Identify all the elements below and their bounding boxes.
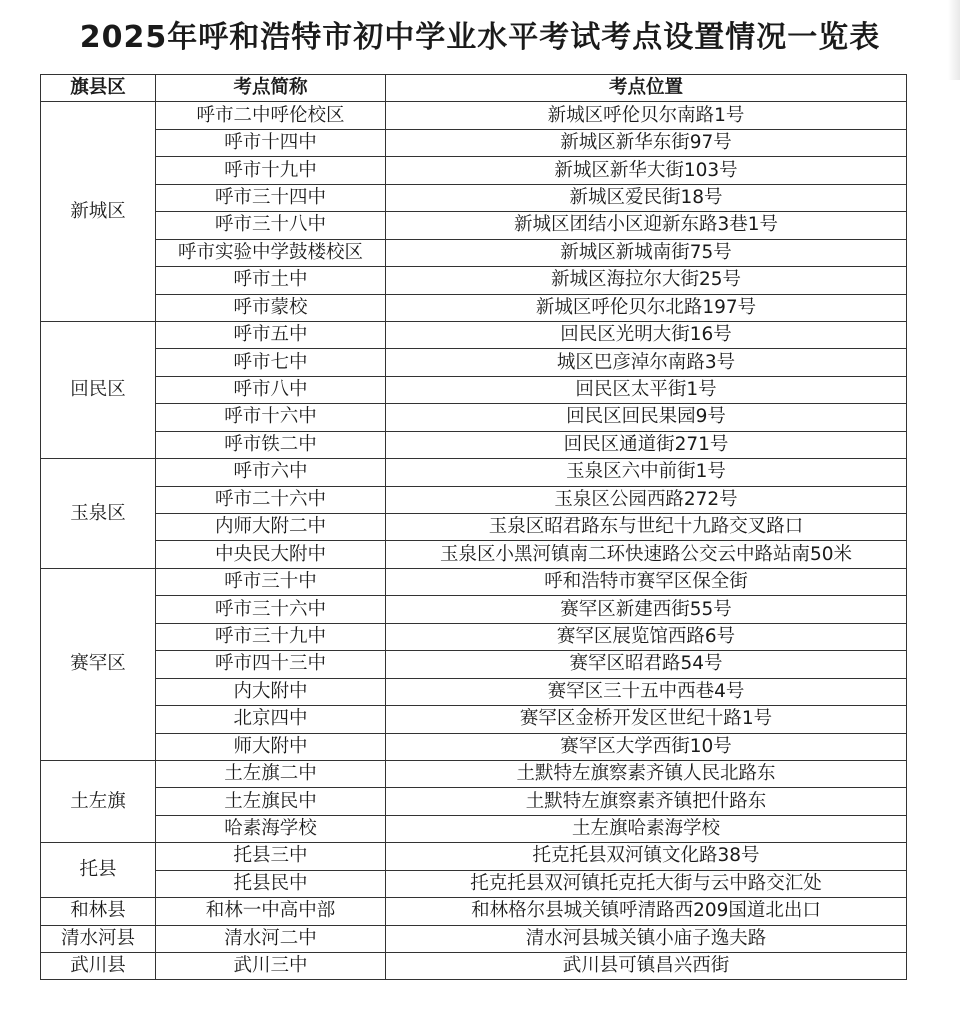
table-row — [41, 129, 907, 156]
venue-name-cell: 中央民大附中 — [156, 541, 386, 568]
header-venue-address: 考点位置 — [386, 75, 907, 102]
venue-address-cell: 清水河县城关镇小庙子逸夫路 — [386, 925, 907, 952]
district-cell: 和林县 — [41, 898, 156, 925]
venue-name-cell: 呼市三十六中 — [156, 596, 386, 623]
page-title: 2025年呼和浩特市初中学业水平考试考点设置情况一览表 — [79, 20, 881, 55]
venue-name-cell: 呼市七中 — [156, 349, 386, 376]
venue-name-cell: 清水河二中 — [156, 925, 386, 952]
district-cell: 清水河县 — [41, 925, 156, 952]
venue-address-cell: 土默特左旗察素齐镇把什路东 — [386, 788, 907, 815]
venue-name-cell: 呼市三十四中 — [156, 184, 386, 211]
table-row — [41, 157, 907, 184]
venue-address-cell: 赛罕区昭君路54号 — [386, 651, 907, 678]
table-row — [41, 404, 907, 431]
venue-name-cell: 呼市五中 — [156, 321, 386, 348]
venue-name-cell: 内师大附二中 — [156, 514, 386, 541]
venue-address-cell: 赛罕区金桥开发区世纪十路1号 — [386, 706, 907, 733]
table-row — [41, 651, 907, 678]
venue-address-cell: 回民区太平街1号 — [386, 376, 907, 403]
table-row — [41, 376, 907, 403]
venue-name-cell: 师大附中 — [156, 733, 386, 760]
venue-address-cell: 赛罕区展览馆西路6号 — [386, 623, 907, 650]
venue-name-cell: 呼市三十九中 — [156, 623, 386, 650]
district-cell: 土左旗 — [41, 760, 156, 842]
venue-name-cell: 呼市八中 — [156, 376, 386, 403]
venue-name-cell: 武川三中 — [156, 953, 386, 980]
table-row — [41, 239, 907, 266]
table-row — [41, 678, 907, 705]
venue-address-cell: 新城区呼伦贝尔南路1号 — [386, 102, 907, 129]
table-row — [41, 267, 907, 294]
venue-name-cell: 土左旗二中 — [156, 760, 386, 787]
venue-name-cell: 北京四中 — [156, 706, 386, 733]
venue-name-cell: 呼市十六中 — [156, 404, 386, 431]
venue-name-cell: 呼市二十六中 — [156, 486, 386, 513]
table-row — [41, 706, 907, 733]
venue-address-cell: 托克托县双河镇文化路38号 — [386, 843, 907, 870]
table-row — [41, 212, 907, 239]
venue-address-cell: 新城区海拉尔大街25号 — [386, 267, 907, 294]
table-row — [41, 760, 907, 787]
venue-name-cell: 呼市实验中学鼓楼校区 — [156, 239, 386, 266]
venue-name-cell: 呼市六中 — [156, 459, 386, 486]
venue-name-cell: 托县三中 — [156, 843, 386, 870]
table-row — [41, 184, 907, 211]
venue-address-cell: 城区巴彦淖尔南路3号 — [386, 349, 907, 376]
venue-address-cell: 新城区新华东街97号 — [386, 129, 907, 156]
table-row — [41, 623, 907, 650]
venue-name-cell: 土左旗民中 — [156, 788, 386, 815]
venue-address-cell: 土左旗哈素海学校 — [386, 815, 907, 842]
venue-address-cell: 新城区爱民街18号 — [386, 184, 907, 211]
district-cell: 玉泉区 — [41, 459, 156, 569]
venue-address-cell: 赛罕区大学西街10号 — [386, 733, 907, 760]
venue-address-cell: 回民区通道街271号 — [386, 431, 907, 458]
district-cell: 回民区 — [41, 321, 156, 458]
table-row — [41, 294, 907, 321]
table-row — [41, 459, 907, 486]
table-row — [41, 102, 907, 129]
table-header-row — [41, 75, 907, 102]
table-row — [41, 568, 907, 595]
table-row — [41, 843, 907, 870]
venue-address-cell: 玉泉区昭君路东与世纪十九路交叉路口 — [386, 514, 907, 541]
venue-address-cell: 和林格尔县城关镇呼清路西209国道北出口 — [386, 898, 907, 925]
venue-name-cell: 呼市四十三中 — [156, 651, 386, 678]
venue-address-cell: 玉泉区六中前街1号 — [386, 459, 907, 486]
district-cell: 赛罕区 — [41, 568, 156, 760]
table-row — [41, 541, 907, 568]
venue-name-cell: 呼市十九中 — [156, 157, 386, 184]
table-row — [41, 514, 907, 541]
venue-name-cell: 呼市二中呼伦校区 — [156, 102, 386, 129]
table-row — [41, 953, 907, 980]
district-cell: 托县 — [41, 843, 156, 898]
venue-address-cell: 新城区新城南街75号 — [386, 239, 907, 266]
page-edge-shadow — [948, 0, 960, 80]
table-row — [41, 815, 907, 842]
district-cell: 新城区 — [41, 102, 156, 322]
table-row — [41, 788, 907, 815]
venue-address-cell: 托克托县双河镇托克托大街与云中路交汇处 — [386, 870, 907, 897]
table-body — [41, 102, 907, 980]
header-district: 旗县区 — [41, 75, 156, 102]
table-row — [41, 870, 907, 897]
venue-name-cell: 呼市蒙校 — [156, 294, 386, 321]
venue-address-cell: 赛罕区新建西街55号 — [386, 596, 907, 623]
venue-name-cell: 呼市三十八中 — [156, 212, 386, 239]
venue-name-cell: 哈素海学校 — [156, 815, 386, 842]
venue-address-cell: 赛罕区三十五中西巷4号 — [386, 678, 907, 705]
venue-address-cell: 新城区新华大街103号 — [386, 157, 907, 184]
table-row — [41, 431, 907, 458]
venue-name-cell: 呼市三十中 — [156, 568, 386, 595]
table-row — [41, 349, 907, 376]
header-venue-name: 考点简称 — [156, 75, 386, 102]
table-row — [41, 596, 907, 623]
venue-address-cell: 土默特左旗察素齐镇人民北路东 — [386, 760, 907, 787]
table-row — [41, 898, 907, 925]
table-row — [41, 733, 907, 760]
exam-venue-table — [40, 74, 907, 980]
venue-name-cell: 和林一中高中部 — [156, 898, 386, 925]
district-cell: 武川县 — [41, 953, 156, 980]
venue-name-cell: 呼市土中 — [156, 267, 386, 294]
venue-address-cell: 新城区团结小区迎新东路3巷1号 — [386, 212, 907, 239]
venue-name-cell: 呼市铁二中 — [156, 431, 386, 458]
venue-address-cell: 回民区光明大街16号 — [386, 321, 907, 348]
venue-name-cell: 内大附中 — [156, 678, 386, 705]
venue-address-cell: 新城区呼伦贝尔北路197号 — [386, 294, 907, 321]
venue-name-cell: 托县民中 — [156, 870, 386, 897]
table-row — [41, 486, 907, 513]
venue-name-cell: 呼市十四中 — [156, 129, 386, 156]
venue-address-cell: 玉泉区公园西路272号 — [386, 486, 907, 513]
venue-address-cell: 玉泉区小黑河镇南二环快速路公交云中路站南50米 — [386, 541, 907, 568]
table-row — [41, 925, 907, 952]
venue-address-cell: 武川县可镇昌兴西街 — [386, 953, 907, 980]
venue-address-cell: 呼和浩特市赛罕区保全街 — [386, 568, 907, 595]
table-row — [41, 321, 907, 348]
venue-address-cell: 回民区回民果园9号 — [386, 404, 907, 431]
